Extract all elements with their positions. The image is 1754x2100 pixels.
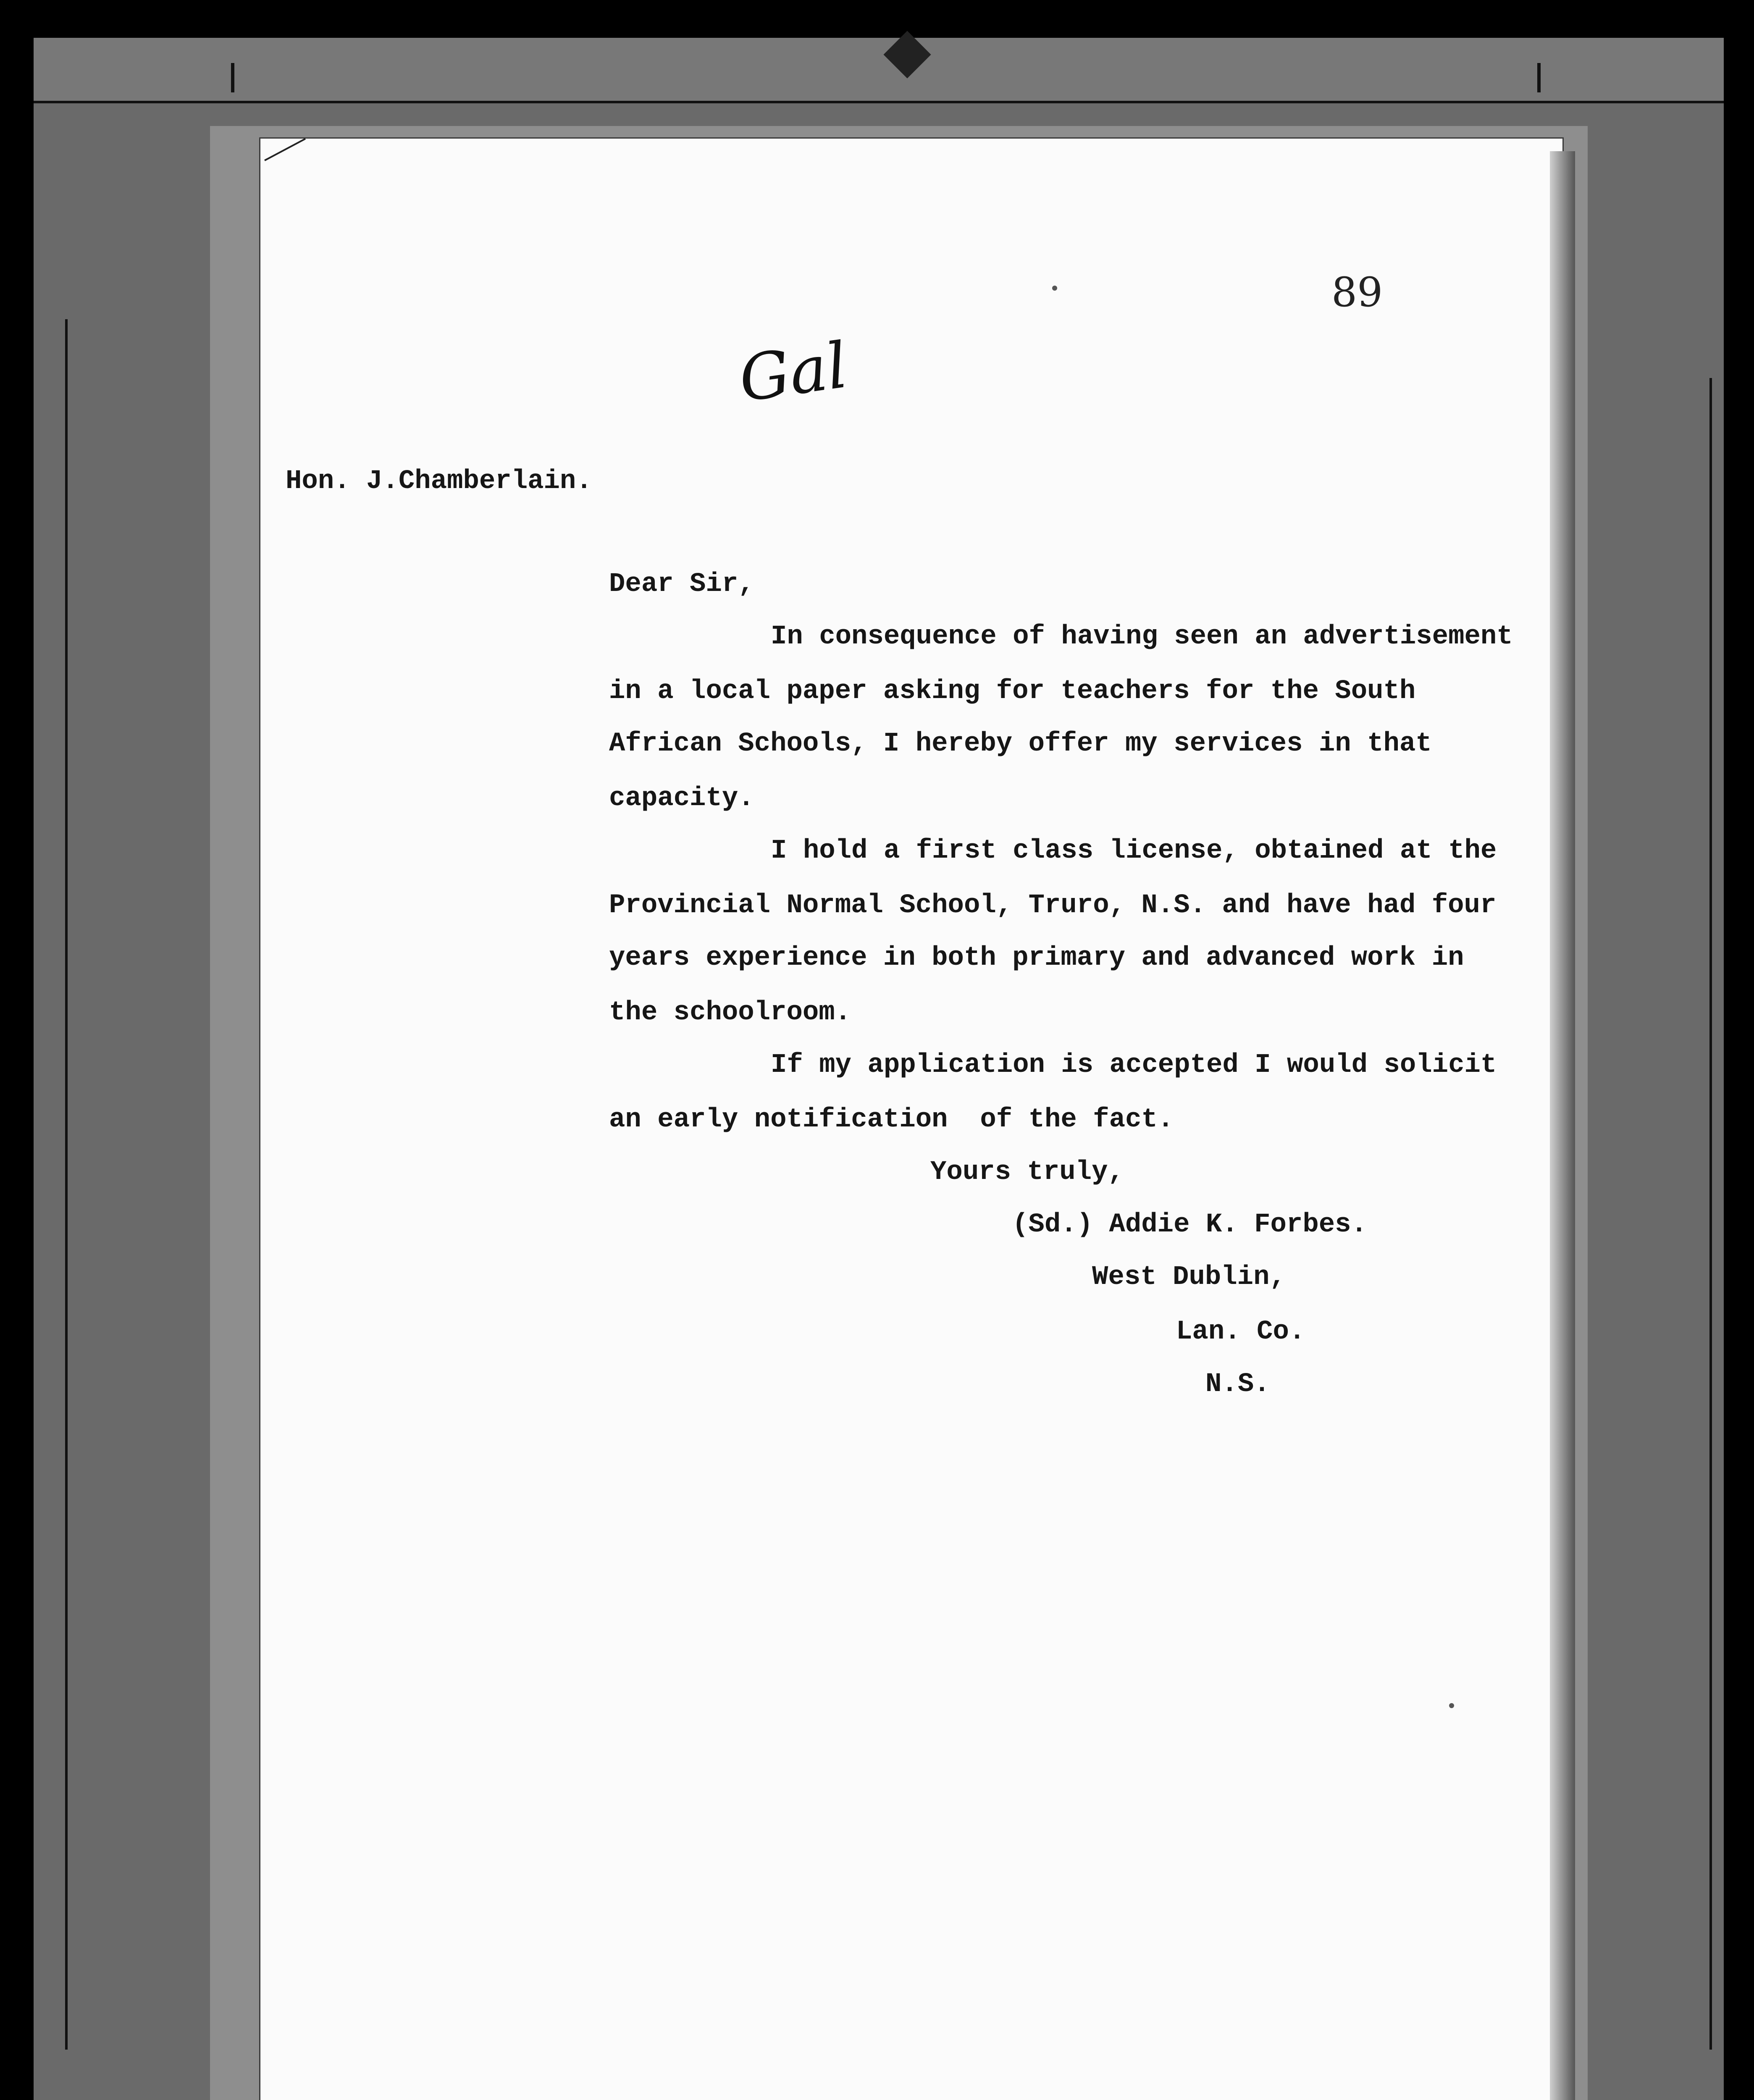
closing-line: Yours truly, bbox=[930, 1157, 1124, 1187]
body-line: the schoolroom. bbox=[609, 998, 851, 1028]
frame-tick-right bbox=[1537, 63, 1541, 92]
body-line: African Schools, I hereby offer my services in that bbox=[609, 729, 1432, 759]
address-line: West Dublin, bbox=[1092, 1262, 1286, 1292]
salutation: Dear Sir, bbox=[609, 569, 754, 599]
signature-line: (Sd.) Addie K. Forbes. bbox=[1012, 1210, 1367, 1240]
frame-tick-left bbox=[231, 63, 234, 92]
body-line: years experience in both primary and advanced work in bbox=[609, 943, 1464, 973]
recipient-line: Hon. J.Chamberlain. bbox=[286, 466, 592, 496]
film-frame-top-band bbox=[34, 38, 1724, 103]
folio-number: 89 bbox=[1331, 269, 1383, 316]
body-line: in a local paper asking for teachers for the South bbox=[609, 676, 1416, 706]
address-line: Lan. Co. bbox=[1176, 1317, 1305, 1347]
frame-side-rule-left bbox=[65, 319, 68, 2050]
handwritten-annotation: Gal bbox=[735, 328, 852, 417]
body-line: I hold a first class license, obtained at the bbox=[771, 836, 1497, 866]
body-line: an early notification of the fact. bbox=[609, 1105, 1174, 1135]
frame-side-rule-right bbox=[1709, 378, 1712, 2050]
body-line: In consequence of having seen an advertisement bbox=[771, 622, 1513, 652]
page-speck bbox=[1052, 286, 1057, 291]
page-speck bbox=[1449, 1703, 1454, 1708]
body-line: If my application is accepted I would solicit bbox=[771, 1050, 1497, 1080]
address-line: N.S. bbox=[1205, 1369, 1270, 1399]
body-line: capacity. bbox=[609, 783, 754, 814]
body-line: Provincial Normal School, Truro, N.S. and have had four bbox=[609, 890, 1497, 921]
page-edge-shadow bbox=[1550, 151, 1575, 2100]
